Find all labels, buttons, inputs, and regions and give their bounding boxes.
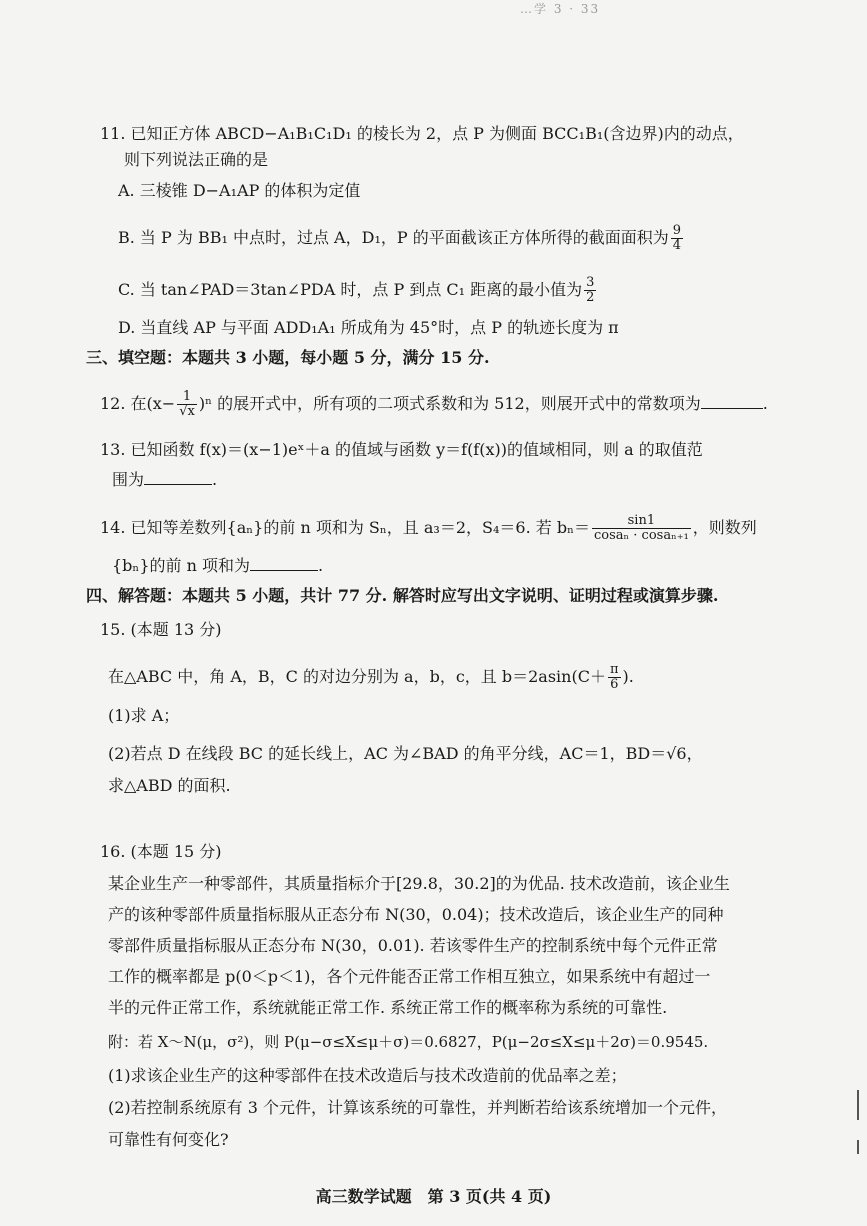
q12-end: . — [762, 394, 768, 413]
q16-part2-line1: (2)若控制系统原有 3 个元件，计算该系统的可靠性，并判断若给该系统增加一个元件， — [108, 1098, 728, 1117]
q16-part1: (1)求该企业生产的这种零部件在技术改造后与技术改造前的优品率之差； — [108, 1066, 627, 1085]
q13-line2 — [112, 470, 217, 490]
q14-line2 — [112, 556, 323, 576]
scan-edge-mark — [857, 1140, 859, 1154]
q14-text-pre: 14. 已知等差数列{aₙ}的前 n 项和为 Sₙ，且 a₃＝2，S₄＝6. 若 bₙ＝ — [100, 518, 590, 537]
q11-option-b-fraction — [671, 224, 683, 253]
q11-option-c-text: C. 当 tan∠PAD＝3tan∠PDA 时，点 P 到点 C₁ 距离的最小值为 — [118, 280, 583, 299]
fraction-numerator: π — [609, 662, 619, 677]
q16-line2: 产的该种零部件质量指标服从正态分布 N(30，0.04)；技术改造后，该企业生产的同种 — [108, 905, 724, 924]
page-footer: 高三数学试题 第 3 页(共 4 页) — [315, 1187, 552, 1206]
q11-option-b-text: B. 当 P 为 BB₁ 中点时，过点 A，D₁，P 的平面截该正方体所得的截面面积为 — [118, 228, 669, 247]
q15-fraction — [608, 663, 621, 692]
fraction-numerator: sin1 — [592, 514, 691, 529]
q12-text-pre: 12. 在(x− — [100, 394, 176, 413]
q12 — [100, 390, 768, 419]
q15-stem-end: ). — [622, 667, 634, 686]
scan-edge-mark — [857, 1090, 859, 1120]
fraction-numerator: 3 — [586, 275, 595, 290]
q12-fraction — [177, 390, 197, 419]
q11-option-a: A. 三棱锥 D−A₁AP 的体积为定值 — [118, 181, 361, 200]
q14-line2-text: {bₙ}的前 n 项和为 — [112, 556, 251, 575]
q11-stem-line1: 11. 已知正方体 ABCD−A₁B₁C₁D₁ 的棱长为 2，点 P 为侧面 BCC₁B₁(含边界)内的动点， — [100, 124, 744, 143]
q13-answer-blank[interactable] — [144, 470, 212, 485]
q13-line1: 13. 已知函数 f(x)＝(x−1)eˣ＋a 的值域与函数 y＝f(f(x))的值域相同，则 a 的取值范 — [100, 440, 703, 459]
q16-line4: 工作的概率都是 p(0＜p＜1)，各个元件能否正常工作相互独立，如果系统中有超过一 — [108, 967, 711, 986]
q14-text-post: ，则数列 — [692, 518, 757, 537]
q16-line5: 半的元件正常工作，系统就能正常工作. 系统正常工作的概率称为系统的可靠性. — [108, 998, 668, 1017]
q16-part2-line2: 可靠性有何变化? — [108, 1130, 229, 1149]
q15-stem-text: 在△ABC 中，角 A，B，C 的对边分别为 a，b，c，且 b＝2asin(C＋ — [108, 667, 606, 686]
q12-answer-blank[interactable] — [701, 394, 763, 409]
q16-title: 16. (本题 15 分) — [100, 842, 222, 861]
fraction-numerator: 1 — [177, 390, 197, 405]
q16-line3: 零部件质量指标服从正态分布 N(30，0.01). 若该零件生产的控制系统中每个元件正常 — [108, 936, 718, 955]
q14-end: . — [318, 556, 324, 575]
q11-option-c — [118, 276, 598, 305]
q12-text-post: )ⁿ 的展开式中，所有项的二项式系数和为 512，则展开式中的常数项为 — [198, 394, 701, 413]
fraction-denominator: cosaₙ · cosaₙ₊₁ — [594, 528, 689, 543]
section-3-heading: 三、填空题：本题共 3 小题，每小题 5 分，满分 15 分. — [86, 348, 490, 367]
q15-title: 15. (本题 13 分) — [100, 620, 222, 639]
fraction-numerator: 9 — [672, 223, 681, 238]
fraction-denominator: 6 — [610, 677, 619, 692]
fraction-denominator: 2 — [586, 290, 595, 305]
q13-end: . — [212, 470, 218, 489]
section-4-heading: 四、解答题：本题共 5 小题，共计 77 分. 解答时应写出文字说明、证明过程或演算步骤. — [86, 586, 719, 605]
q15-stem — [108, 663, 634, 692]
q15-part2-line2: 求△ABD 的面积. — [108, 776, 231, 795]
q14-line1 — [100, 514, 757, 543]
q16-line1: 某企业生产一种零部件，其质量指标介于[29.8，30.2]的为优品. 技术改造前，该企业生 — [108, 874, 730, 893]
fraction-denominator: 4 — [672, 238, 681, 253]
q14-answer-blank[interactable] — [250, 556, 318, 571]
q13-line2-text: 围为 — [112, 470, 145, 489]
q14-fraction — [592, 514, 691, 543]
q15-part1: (1)求 A； — [108, 706, 180, 725]
q16-appendix: 附：若 X～N(μ，σ²)，则 P(μ−σ≤X≤μ＋σ)＝0.6827，P(μ−2σ≤X≤μ＋2σ)＝0.9545. — [108, 1033, 709, 1051]
q15-part2-line1: (2)若点 D 在线段 BC 的延长线上，AC 为∠BAD 的角平分线，AC＝1，BD＝√6， — [108, 744, 703, 763]
q11-option-c-fraction — [584, 276, 596, 305]
q11-option-b — [118, 224, 685, 253]
header-mark: …学 3 · 33 — [520, 2, 601, 16]
fraction-denominator: √x — [179, 404, 195, 419]
q11-stem-line2: 则下列说法正确的是 — [124, 150, 269, 169]
q11-option-d: D. 当直线 AP 与平面 ADD₁A₁ 所成角为 45°时，点 P 的轨迹长度为 π — [118, 318, 619, 337]
